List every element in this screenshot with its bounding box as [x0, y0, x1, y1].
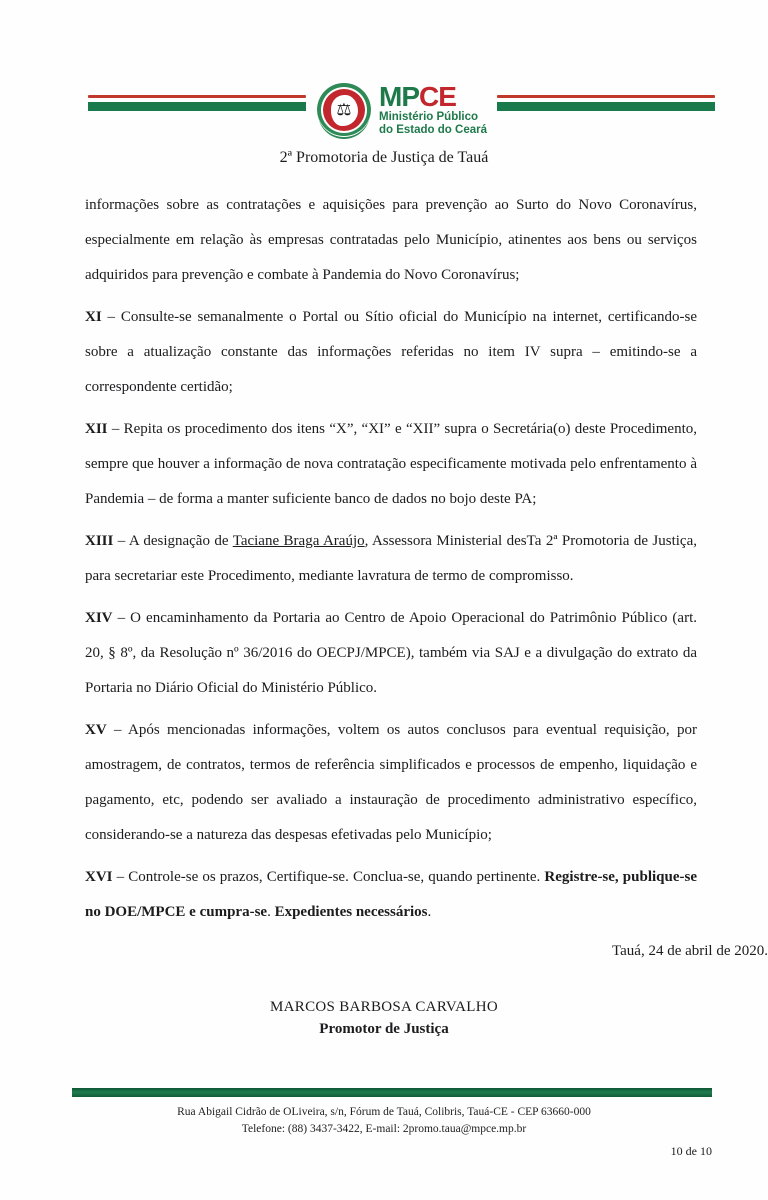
paragraph-segment: – Controle-se os prazos, Certifique-se. Conclua-se, quando pertinente. — [112, 869, 545, 885]
promotoria-subtitle: 2ª Promotoria de Justiça de Tauá — [279, 149, 489, 166]
page-footer — [0, 1088, 768, 1158]
laurel-wreath-icon — [317, 83, 371, 137]
paragraph-segment: XI — [85, 309, 102, 325]
paragraph-segment: – Repita os procedimento dos itens “X”, “XI” e “XII” supra o Secretária(o) deste Procedimento, sempre que houver a informação de nova contratação especificamente motivada pelo enfrentamento à Pandemia – de forma a manter suficiente banco de dados no bojo deste PA; — [85, 421, 697, 507]
paragraph — [85, 300, 697, 405]
paragraph-segment: – Após mencionadas informações, voltem os autos conclusos para eventual requisição, por amostragem, de contratos, termos de referência simplificados e processos de empenho, liquidação e pagamento, etc, podendo ser avaliado a instauração de procedimento administrativo específico, considerando-se a natureza das despesas efetivadas pelo Município; — [85, 722, 697, 843]
paragraph-segment: Registre-se, publique-se no DOE/MPCE e cumpra-se — [85, 869, 697, 920]
paragraph — [85, 188, 697, 293]
page-number: 10 de 10 — [670, 1144, 712, 1158]
paragraph — [85, 860, 697, 930]
acronym-ce: CE — [419, 81, 456, 112]
footer-green-bar — [72, 1088, 712, 1097]
paragraph-segment: – Consulte-se semanalmente o Portal ou Sítio oficial do Município na internet, certificando-se sobre a atualização constante das informações referidas no item IV supra – emitindo-se a correspondente certidão; — [85, 309, 697, 395]
paragraph-segment: , Assessora Ministerial desTa 2ª Promotoria de Justiça, para secretariar este Procedimento, mediante lavratura de termo de compromisso. — [85, 533, 697, 584]
date-place-line: Tauá, 24 de abril de 2020. — [612, 943, 768, 959]
scales-of-justice-icon: ⚖ — [336, 99, 352, 120]
footer-contact: Telefone: (88) 3437-3422, E-mail: 2promo.taua@mpce.mp.br — [241, 1123, 527, 1135]
letterhead-stripes-right — [497, 95, 715, 111]
paragraph-segment: informações sobre as contratações e aquisições para prevenção ao Surto do Novo Coronavírus, especialmente em relação às empresas contratadas pelo Município, atinentes aos bens ou serviços adquiridos para prevenção e combate à Pandemia do Novo Coronavírus; — [85, 197, 697, 283]
paragraph-segment: . — [427, 904, 432, 920]
paragraph-segment: XVI — [85, 869, 113, 885]
paragraph-segment: XIV — [85, 610, 113, 626]
signer-role: Promotor de Justiça — [319, 1021, 449, 1037]
paragraph — [85, 524, 697, 594]
paragraph-segment: – A designação de — [113, 533, 233, 549]
paragraph-segment: Expedientes necessários — [274, 904, 428, 920]
document-body — [85, 188, 697, 930]
signer-name: MARCOS BARBOSA CARVALHO — [270, 999, 498, 1015]
red-stripe — [88, 95, 306, 98]
footer-address: Rua Abigail Cidrão de OLiveira, s/n, Fórum de Tauá, Colibris, Tauá-CE - CEP 63660-000 — [177, 1106, 591, 1118]
signature-block — [0, 996, 768, 1040]
seal-red-disc — [323, 89, 365, 131]
ceara-map-shape — [331, 95, 358, 126]
org-name-line2: do Estado do Ceará — [379, 124, 487, 136]
red-stripe — [497, 95, 715, 98]
paragraph-segment: Taciane Braga Araújo — [232, 533, 365, 549]
acronym-mp: MP — [379, 81, 419, 112]
green-stripe — [88, 102, 306, 111]
mpce-acronym — [379, 83, 487, 111]
letterhead — [88, 78, 715, 142]
paragraph-segment: XV — [85, 722, 107, 738]
paragraph — [85, 601, 697, 706]
letterhead-stripes-left — [88, 95, 306, 111]
paragraph — [85, 713, 697, 853]
footer-address-block — [0, 1104, 768, 1138]
paragraph-segment: XII — [85, 421, 108, 437]
paragraph-segment: – O encaminhamento da Portaria ao Centro de Apoio Operacional do Patrimônio Público (art. 20, § 8º, da Resolução nº 36/2016 do OECPJ/MPCE), também via SAJ e a divulgação do extrato da Portaria no Diário Oficial do Ministério Público. — [85, 610, 697, 696]
green-stripe — [497, 102, 715, 111]
paragraph — [85, 412, 697, 517]
org-name-line1: Ministério Público — [379, 111, 479, 123]
paragraph-segment: . — [267, 904, 275, 920]
mpce-seal-emblem — [316, 80, 372, 140]
seal-inner-ring — [321, 87, 367, 133]
paragraph-segment: XIII — [85, 533, 114, 549]
mpce-logo — [306, 80, 497, 140]
mpce-logo-text — [379, 83, 487, 137]
